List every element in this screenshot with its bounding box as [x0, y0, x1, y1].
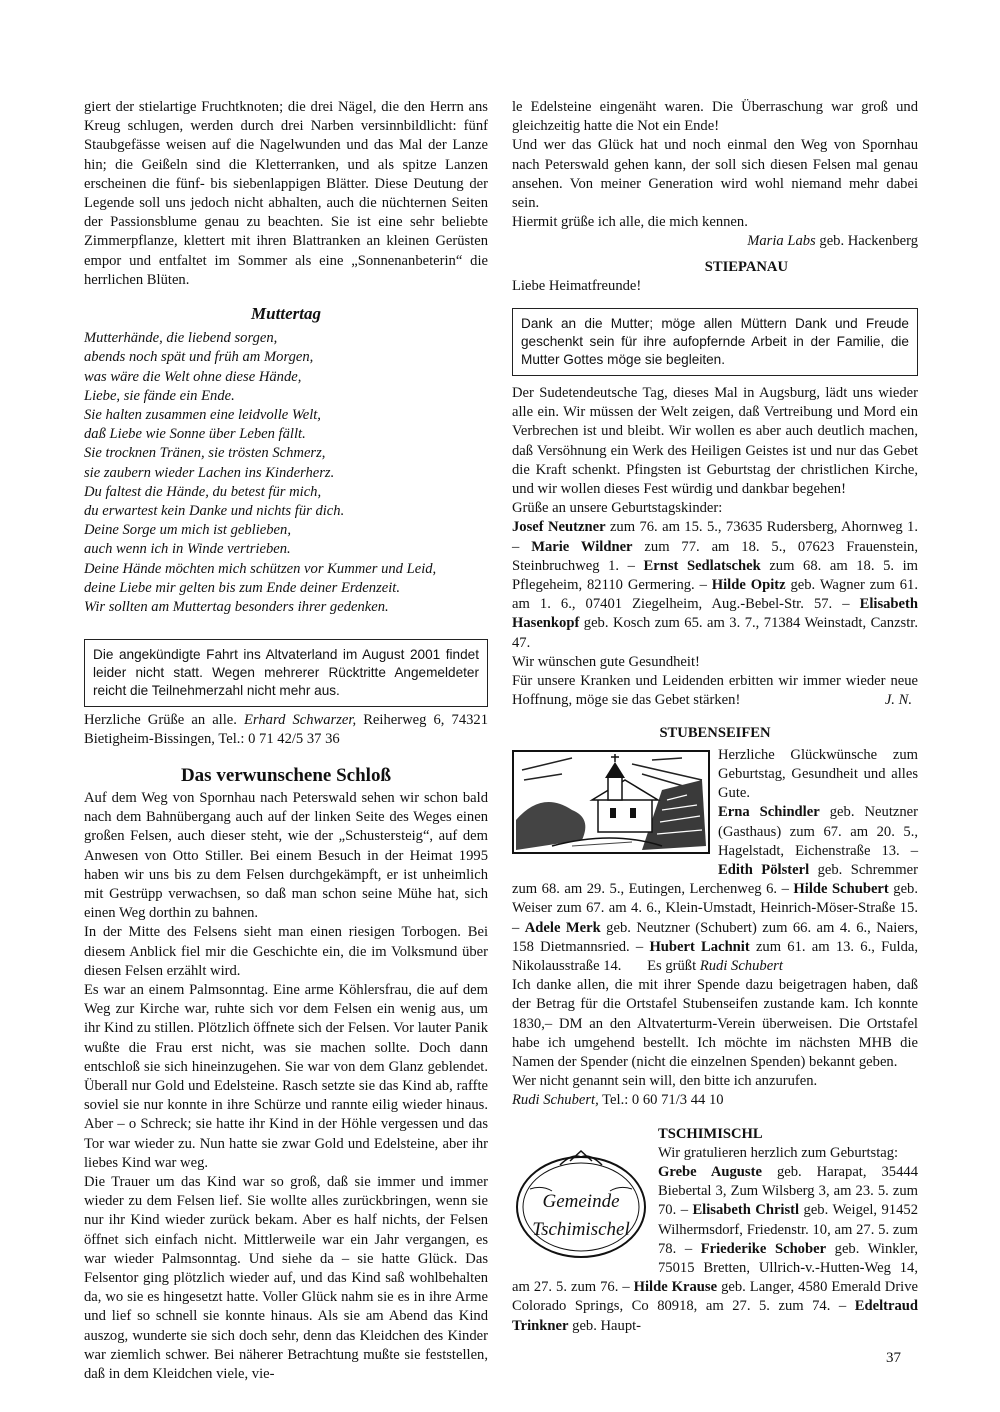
signature-name: Maria Labs [747, 233, 816, 250]
mother-thanks-box [512, 308, 918, 376]
birthday-details: geb. Kosch zum 65. am 3. 7., 71384 Weinstadt, Canzstr. 47. [512, 615, 918, 651]
birthday-details: geb. Weiser zum 67. am 4. 6., Klein-Umstadt, Heinrich-Möser-Straße 15. – [512, 881, 919, 936]
birthday-name: Edeltraud Trinkner [512, 1298, 918, 1334]
story-continued: Hiermit grüße ich alle, die mich kennen. [512, 214, 748, 231]
church-illustration [512, 750, 710, 860]
birthday-name: Hilde Opitz [711, 577, 786, 594]
birthday-details: geb. Harapat, 35444 Biebertal 3, Zum Wilsberg 3, am 23. 5. zum 70. – [658, 1163, 918, 1219]
stiepanau-title: STIEPANAU [704, 258, 788, 275]
greeting-paragraph [84, 711, 488, 749]
donation-paragraph: Ich danke allen, die mit ihrer Spende dazu beigetragen haben, daß der Betrag für die Ortstafel Stubenseifen zustande kam. Ich konnte 1830,– DM an den Altvaterturm-Verein überweisen. Die Ortstafel habe ich umgehend bestellt. Ich möchte im nächsten MHB die Namen der Spender (nicht die einzelnen Spenden) bekannt geben. [512, 977, 918, 1070]
story-paragraph: Auf dem Weg von Spornhau nach Peterswald sehen wir schon bald nach dem Bahnübergang auch auf der linken Seite des Weges einen großen Felsen, auch dieser steht, wie der „Schustersteig“, auf dem Anwesen von Otto Stiller. Bei einem Besuch in der Heimat 1995 haben wir uns bis zu dem Felsen durchgekämpft, er ist unheimlich mit Gestrüpp verwachsen, so daß man schon seine Mühe hat, sich einen Weg dorthin zu bahnen. [84, 789, 488, 922]
poem-line: Deine Hände möchten mich schützen vor Kummer und Leid, [84, 560, 437, 577]
birthday-details: geb. Schremmer zum 68. am 29. 5., Eutingen, Lerchenweg 6. – [512, 861, 918, 898]
birthday-name: Friederike Schober [700, 1240, 827, 1257]
stubenseifen-greet-name: Rudi Schubert [699, 957, 783, 974]
birthday-details: geb. Neutzner (Schubert) zum 66. am 4. 6., Naiers, 158 Dietmannsried. – [512, 919, 918, 955]
sick-paragraph [512, 672, 918, 710]
tschimischl-title: TSCHIMISCHL [658, 1125, 763, 1142]
poem-line: Sie trocknen Tränen, sie trösten Schmerz, [84, 445, 326, 462]
sudeten-paragraph: Der Sudetendeutsche Tag, dieses Mal in Augsburg, lädt uns wieder alle ein. Wir müssen der Welt zeigen, daß Vertreibung und Mord ein Verbrechen ist und bleibt. Wir wollen es aber auch deutlich machen, daß Versöhnung ein Werk des Heiligen Geistes ist und nur das Gebet die Kraft schenkt. Pfingsten ist Geburtstag der christlichen Kirche, und wir wollen dieses Fest würdig und dankbar begehen! [512, 385, 918, 498]
poem-line: auch wenn ich in Winde vertrieben. [84, 541, 291, 558]
tschimischl-section [512, 1125, 918, 1336]
birthday-intro: Grüße an unsere Geburtstagskinder: [512, 500, 723, 517]
trip-notice-text: Die angekündigte Fahrt ins Altvaterland im August 2001 findet leider nicht statt. Wegen mehrerer Rücktritte Angemeldeter reicht die Teilnehmerzahl nicht mehr aus. [93, 647, 479, 699]
birthday-details: zum 68. am 18. 5. im Pflegeheim, 82110 Germering. – [512, 557, 918, 594]
story-continued: Und wer das Glück hat und noch einmal den Weg von Spornhau nach Peterswald gehen kann, der soll sich diesen Felsen mal genau ansehen. Von meiner Generation wird wohl niemand mehr dabei sein. [512, 137, 918, 212]
stubenseifen-intro: Herzliche Glückwünsche zum Geburtstag, Gesundheit und alles Gute. [718, 746, 918, 802]
poem-title: Muttertag [251, 304, 321, 324]
left-column [84, 98, 488, 1384]
poem-line: sie zaubern wieder Lachen ins Kinderherz. [84, 464, 335, 481]
birthday-details: geb. Langer, 4580 Emerald Drive Colorado Springs, Co 80918, am 27. 5. zum 74. – [512, 1279, 919, 1315]
birthday-name: Grebe Auguste [658, 1163, 762, 1180]
birthday-name: Elisabeth Hasenkopf [512, 596, 918, 632]
poem-line: Wir sollten am Muttertag besonders ihrer gedenken. [84, 599, 389, 616]
seal-text-line1: Gemeinde [542, 1190, 620, 1212]
donation-signature [512, 1091, 918, 1110]
birthday-name: Erna Schindler [718, 804, 820, 821]
birthday-details: geb. Winkler, 75015 Bretten, Ullrich-v.-Hutten-Weg 14, am 27. 5. zum 76. – [512, 1240, 919, 1296]
tschimischl-intro: Wir gratulieren herzlich zum Geburtstag: [658, 1144, 899, 1161]
greeting-name: Erhard Schwarzer, [244, 712, 357, 729]
seal-drawing [512, 1149, 650, 1261]
poem-line: Du faltest die Hände, du betest für mich, [84, 483, 322, 500]
birthday-details: geb. Wagner zum 61. am 1. 6., 07401 Ziegelheim, Aug.-Bebel-Str. 57. – [512, 577, 918, 613]
wish-line: Wir wünschen gute Gesundheit! [512, 653, 700, 670]
page-number: 37 [886, 1350, 901, 1366]
seal-text-line2: Tschimischel [532, 1218, 630, 1240]
story-continued: le Edelsteine eingenäht waren. Die Überraschung war groß und gleichzeitig hatte die Not ein Ende! [512, 99, 918, 135]
signature-rest: geb. Hackenberg [819, 233, 918, 250]
greeting-pre: Herzliche Grüße an alle. [84, 712, 237, 729]
story-paragraph: Die Trauer um das Kind war so groß, daß sie immer und immer wieder zu dem Felsen lief. Sie wollte alles zurückbringen, wenn sie nur ihr Kind wieder zurück bekam. Aber es half nichts, der Felsen öffnet sich einfach nicht. Mittlerweile war ein Jahr vergangen, es war wieder Palmsonntag. Und siehe da – sie hatte Glück. Das Felsentor ging plötzlich wieder auf, und das Kind saß wohlbehalten da, wo sie es hingesetzt hatte. Voller Glück nahm sie es in ihre Arme und lief so schnell sie konnte hinaus. Als sie am Abend das Kind auszog, wunderte sie sich doch sehr, denn das Kleidchen des Kinder war ziemlich schwer. Bei näherer Betrachtung mußte sie feststellen, daß in dem Kleidchen viele, vie- [84, 1173, 488, 1382]
stubenseifen-section [512, 746, 918, 976]
stubenseifen-greet: Es grüßt [647, 957, 697, 974]
birthday-details: zum 77. am 18. 5., 07623 Frauenstein, Steinbruchweg 1. – [512, 538, 919, 574]
poem [84, 329, 488, 617]
birthday-details: geb. Neutzner (Gasthaus) zum 67. am 20. 5., Hagelstadt, Eichenstraße 13. – [718, 804, 918, 859]
birthday-name: Elisabeth Christl [692, 1202, 800, 1219]
birthday-list [512, 518, 918, 652]
sick-signature: J. N. [884, 692, 912, 709]
birthday-name: Hilde Krause [633, 1279, 718, 1296]
story-paragraph: In der Mitte des Felsens sieht man einen riesigen Torbogen. Bei diesem Anblick fiel mir die Geschichte ein, die im Volksmund über diesen Felsen erzählt wird. [84, 924, 488, 979]
donation-call: Wer nicht genannt sein will, den bitte ich anzurufen. [512, 1073, 818, 1090]
birthday-name: Josef Neutzner [512, 519, 606, 536]
stiepanau-header [512, 258, 918, 277]
birthday-name: Adele Merk [524, 919, 601, 936]
poem-line: du erwartest kein Danke und nichts für dich. [84, 503, 345, 520]
birthday-details: geb. Weigel, 91452 Wilhermsdorf, Friedenstr. 10, am 27. 5. zum 78. – [658, 1202, 918, 1257]
church-drawing [512, 750, 710, 854]
poem-line: Sie halten zusammen eine leidvolle Welt, [84, 407, 321, 424]
birthday-name: Hubert Lachnit [649, 938, 750, 955]
intro-paragraph: giert der stielartige Fruchtknoten; die drei Nägel, die den Herrn ans Kreug schlugen, werden durch drei Narben versinnbildlicht: fünf Staubgefässe weisen auf die Nagelwunden und das Mal der Lanze hin; die Geißeln sind die Kletterranken, und als spitze Lanzen erscheinen die fünf- bis siebenlappigen Blätter. Diese Deutung der Legende soll uns jedoch nicht abhalten, auch die nüchternen Seiten der Passionsblume genau zu beachten. Sie ist eine sehr beliebte Zimmerpflanze, klettert mit ihren Blattranken an kleinen Gerüsten empor und entfaltet im Sommer als eine „Sonnenanbeterin“ die herrlichen Blüten. [84, 99, 488, 288]
stubenseifen-title: STUBENSEIFEN [659, 725, 771, 742]
poem-line: daß Liebe wie Sonne über Leben fällt. [84, 426, 306, 443]
story-title: Das verwunschene Schloß [180, 764, 392, 786]
stiepanau-greeting: Liebe Heimatfreunde! [512, 277, 642, 294]
poem-line: Mutterhände, die liebend sorgen, [84, 330, 278, 347]
poem-line: Liebe, sie fände ein Ende. [84, 387, 235, 404]
birthday-details: geb. Haupt- [568, 1317, 642, 1334]
municipality-seal [512, 1149, 650, 1267]
birthday-details: zum 76. am 15. 5., 73635 Rudersberg, Ahornweg 1. – [512, 519, 918, 555]
donation-sign-name: Rudi Schubert, [512, 1092, 599, 1109]
birthday-name: Edith Pölsterl [718, 861, 810, 878]
birthday-name: Hilde Schubert [793, 881, 889, 898]
donation-sign-tel: Tel.: 0 60 71/3 44 10 [602, 1092, 724, 1109]
sick-text: Für unsere Kranken und Leidenden erbitten wir immer wieder neue Hoffnung, möge sie das Gebet stärken! [512, 673, 918, 709]
poem-line: deine Liebe mir gelten bis zum Ende deiner Erdenzeit. [84, 579, 400, 596]
poem-line: was wäre die Welt ohne diese Hände, [84, 368, 302, 385]
birthday-details: zum 61. am 13. 6., Fulda, Nikolausstraße 14. [512, 938, 918, 974]
story-paragraph: Es war an einem Palmsonntag. Eine arme Köhlersfrau, die auf dem Weg zur Kirche war, ruhte sich vor dem Felsen ein wenig aus, um ihr Kind zu stillen. Plötzlich öffnete sich der Felsen. Vor lauter Panik wußte die Frau erst nicht, was sie machen sollte. Doch dann entschloß sie sich hineinzugehen. Sie war von dem Glanz geblendet. Überall nur Gold und Edelsteine. Rasch setzte sie das Kind ab, raffte soviel sie nur konnte in ihre Schürze und rannte eilig wieder hinaus. Aber – o Schreck; sie hatte ihr Kind in der Höhle vergessen und das Tor war wieder zu. Nun hatte sie zwar Gold und Edelsteine, aber ihr liebes Kind war weg. [84, 981, 488, 1171]
right-column [512, 98, 918, 1336]
trip-notice-box [84, 639, 488, 707]
greeting-address: Reiherweg 6, 74321 Bietigheim-Bissingen, Tel.: 0 71 42/5 37 36 [84, 712, 489, 748]
mother-thanks-text: Dank an die Mutter; möge allen Müttern Dank und Freude geschenkt sein für ihre aufopfernde Arbeit in der Familie, die Mutter Gottes möge sie begleiten. [521, 316, 909, 368]
birthday-name: Marie Wildner [531, 538, 633, 555]
poem-line: abends noch spät und früh am Morgen, [84, 349, 314, 366]
poem-line: Deine Sorge um mich ist geblieben, [84, 522, 291, 539]
birthday-name: Ernst Sedlatschek [643, 557, 761, 574]
story-signature [512, 232, 918, 251]
